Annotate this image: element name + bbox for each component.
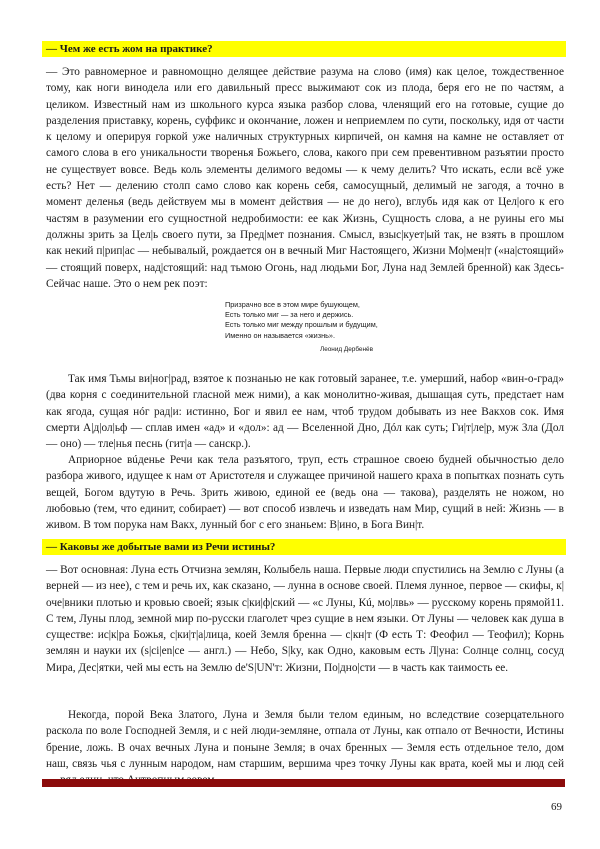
poem-author: Леонид Дербенёв	[320, 345, 373, 353]
paragraph-text: Априорное вúденье Речи как тела разъятого, труп, есть страшное своею будней обычностью дело разбора живого, идущее к нам от Аристотеля и служащее причиной нашего краха в попытках познать суть вещей, Богом вдутую в Речь. Зрить живою, единой ее (ведь она — такова), разделять не ножом, но любовью (тем, что единит, собирает) — вот способ извлечь и изведать нам Мир, сущий в ней: Жизнь — в живом. В том порука нам Вакх, лунный бог с его знаньем: В|ино, в Бога Вин|т.	[46, 454, 564, 532]
paragraph-text: Так имя Тьмы ви|ног|рад, взятое к познанью не как готовый заранее, т.е. умерший, набор «вин-о-град» (два корня с соединительной гласной меж ними), а как монолитно-живая, дышащая суть, предстает нам как ягода, сущая нóг рад|и: истинно, Бог и явил ее нам, чтоб трудом добывать из нее Вакхов сок. Имя смерти А|д|ол|ьф — сплав имен «ад» и «дол»: ад — Вселенной Дно, Дóл как суть; Ги|т|ле|р, муж Зла (Дол — оно) — тле|нья песнь (гит|а — санскр.).	[46, 373, 564, 451]
footer-bar	[42, 779, 565, 787]
body-paragraph	[46, 562, 564, 676]
paragraph-text: — Вот основная: Луна есть Отчизна землян, Колыбель наша. Первые люди спустились на Землю с Луны (а верней — из нее), с тем и речь их, как сказано, — лунна в основе своей. Племя лунное, первое — скифы, к|оче|вники плотью и кровью своей; язык с|ки|ф|ский — «с Луны, Кú, мо|лвь» — русскому корень прямой11. С тем, Луны плод, земной мир по-русски глаголет чрез сущие в нем языки. От Луны — человек как душа в существе: ис|к|ра Божья, с|ки|т|а|лица, коей Земля бренна — с|кн|т (Ф есть Т: Феофил — Теофил); Корнь землян и науки их (s|ci|en|ce — англ.) — Небо, S|ky, как Одно, каковым есть Л|уна: Солнце солнц, сосуд Мира, Дес|ятки, чей мы есть на Землю de'S|UN'т: Жизни, По|дно|сти — в часть как таимость ее.	[46, 564, 564, 674]
poem-line: Именно он называется «жизнь».	[225, 330, 336, 340]
paragraph-text: Некогда, порой Века Златого, Луна и Земля были телом единым, но вследствие созерцательного раскола по воле Господней Земля, и с ней люди-земляне, отпала от Луны, как отпало от Вечности, Истины брение, ложь. В очах вечных Луна и поныне Земля; в очах бренных — Земля есть отдельное тело, дом наш, связь чья с лунным народом, нам старшим, вершима чрез точку Луны как врата, коей мы и люд сей	[46, 709, 564, 770]
poem-quote	[225, 300, 425, 355]
body-paragraph	[46, 371, 564, 452]
body-paragraph	[46, 452, 564, 533]
poem-line: Есть только миг — за него и держись.	[225, 310, 354, 320]
body-paragraph	[46, 707, 564, 788]
paragraph-text: — Это равномерное и равномощно делящее действие разума на слово (имя) как целое, тождественное тому, как ноги винодела или его давильный пресс выжимают сок из плода, беря его не по частям, а целиком. Известный нам из школьного курса языка разбор слова, членящий его на готовые, сущие до разделения приставку, корень, суффикс и окончание, ложен и неприемлем по сути, поскольку, идя от части к целому и оперируя горкой уже наличных структурных кирпичей, он камня на камне не оставляет от самого слова в его уникальности творенья Божьего, слова, какого при сем превентивном разъятии просто не существует вовсе. Ведь коль элементы делимого ведомы — к чему делить? Что искать, если всё уже есть? Нет — делению столп само слово как корень себя, самосущный, делимый не загодя, а точно в момент деленья (ведь действуем мы в момент действия — не до него), вглубь идя как от Цел|ого к его частям в разумении его сущностной недробимости: ее как Жизнь, Сущность слова, а не руины его мы должны зрить за Цел|ь своего пути, за Пред|мет познания. Смысл, взыс|кует|ый так, не взять в прошлом как некий п|рип|ас — небывалый, рождается он в вечный Миг Настоящего, Жизни Мо|мен|т («на|стоящий» — стоящий поверх, над|стоящий: над тьмою Огонь, над людьми Бог, Луна над Землей бренной) как Здесь-Сейчас наше. Это о нем рек поэт:	[46, 66, 564, 290]
poem-line: Призрачно все в этом мире бушующем,	[225, 300, 360, 309]
page-number: 69	[551, 801, 562, 813]
section-heading: — Каковы же добытые вами из Речи истины?	[42, 539, 566, 555]
body-paragraph	[46, 64, 564, 292]
section-heading: — Чем же есть жом на практике?	[42, 41, 566, 57]
poem-line: Есть только миг между прошлым и будущим,	[225, 320, 378, 330]
